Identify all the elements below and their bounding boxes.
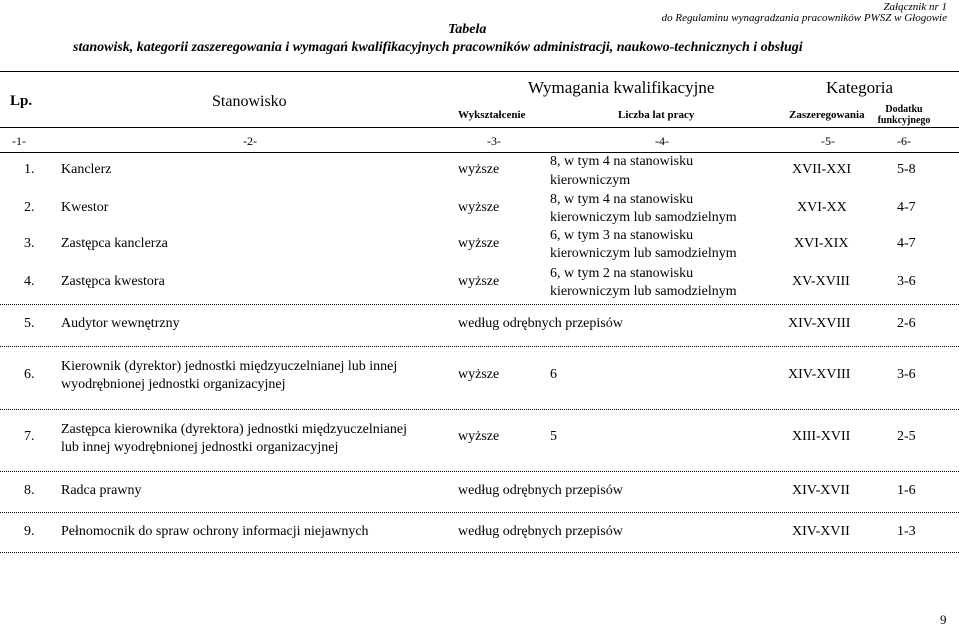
column-number: -5- bbox=[821, 134, 835, 148]
header-stanowisko: Stanowisko bbox=[212, 93, 287, 110]
column-numbers-rule bbox=[0, 152, 959, 153]
row-3-zaszeregowanie: XVI-XIX bbox=[794, 236, 849, 251]
header-kategoria: Kategoria bbox=[826, 78, 894, 97]
row-5-zaszeregowanie: XIV-XVIII bbox=[788, 316, 851, 331]
row-8-stanowisko: Radca prawny bbox=[61, 483, 142, 498]
row-3-dodatek: 4-7 bbox=[897, 236, 916, 251]
row-separator bbox=[0, 409, 959, 410]
row-1-lp: 1. bbox=[24, 162, 35, 177]
row-5-dodatek: 2-6 bbox=[897, 316, 916, 331]
header-liczba-lat: Liczba lat pracy bbox=[618, 109, 695, 121]
row-1-lata-line2: kierowniczym bbox=[550, 173, 631, 188]
row-4-wyksztalcenie: wyższe bbox=[458, 274, 500, 289]
row-7-lp: 7. bbox=[24, 429, 35, 444]
row-8-zaszeregowanie: XIV-XVII bbox=[792, 483, 850, 498]
row-2-lata-line1: 8, w tym 4 na stanowisku bbox=[550, 192, 694, 207]
row-6-stanowisko-line1: Kierownik (dyrektor) jednostki międzyuczelnianej lub innej bbox=[61, 359, 398, 374]
row-3-lp: 3. bbox=[24, 236, 35, 251]
row-2-lata-line2: kierowniczym lub samodzielnym bbox=[550, 210, 737, 225]
column-number: -2- bbox=[243, 134, 257, 148]
row-9-stanowisko: Pełnomocnik do spraw ochrony informacji niejawnych bbox=[61, 524, 369, 539]
row-6-dodatek: 3-6 bbox=[897, 367, 916, 382]
row-3-stanowisko: Zastępca kanclerza bbox=[61, 236, 168, 251]
row-6-wyksztalcenie: wyższe bbox=[458, 367, 500, 382]
row-8-dodatek: 1-6 bbox=[897, 483, 916, 498]
row-2-wyksztalcenie: wyższe bbox=[458, 200, 500, 215]
row-separator bbox=[0, 552, 959, 553]
row-9-wymagania: według odrębnych przepisów bbox=[458, 524, 623, 539]
row-4-dodatek: 3-6 bbox=[897, 274, 916, 289]
column-number: -4- bbox=[655, 134, 669, 148]
row-7-lata: 5 bbox=[550, 429, 557, 444]
row-9-zaszeregowanie: XIV-XVII bbox=[792, 524, 850, 539]
row-1-lata-line1: 8, w tym 4 na stanowisku bbox=[550, 154, 694, 169]
attachment-label: Załącznik nr 1 bbox=[883, 1, 947, 13]
row-3-lata-line2: kierowniczym lub samodzielnym bbox=[550, 246, 737, 261]
attachment-reference: do Regulaminu wynagradzania pracowników PWSZ w Głogowie bbox=[661, 12, 947, 24]
row-6-zaszeregowanie: XIV-XVIII bbox=[788, 367, 851, 382]
row-4-lata-line2: kierowniczym lub samodzielnym bbox=[550, 284, 737, 299]
row-4-lata-line1: 6, w tym 2 na stanowisku bbox=[550, 266, 694, 281]
row-8-wymagania: według odrębnych przepisów bbox=[458, 483, 623, 498]
row-separator bbox=[0, 304, 959, 305]
row-1-zaszeregowanie: XVII-XXI bbox=[792, 162, 852, 177]
row-6-stanowisko-line2: wyodrębnionej jednostki organizacyjnej bbox=[61, 377, 286, 392]
row-5-lp: 5. bbox=[24, 316, 35, 331]
row-2-stanowisko: Kwestor bbox=[61, 200, 109, 215]
row-separator bbox=[0, 346, 959, 347]
row-1-stanowisko: Kanclerz bbox=[61, 162, 112, 177]
row-2-lp: 2. bbox=[24, 200, 35, 215]
column-number: -1- bbox=[12, 134, 26, 148]
row-7-wyksztalcenie: wyższe bbox=[458, 429, 500, 444]
header-wymagania: Wymagania kwalifikacyjne bbox=[528, 78, 715, 97]
row-8-lp: 8. bbox=[24, 483, 35, 498]
header-wyksztalcenie: Wykształcenie bbox=[458, 109, 526, 121]
row-5-wymagania: według odrębnych przepisów bbox=[458, 316, 623, 331]
row-1-dodatek: 5-8 bbox=[897, 162, 916, 177]
column-number: -3- bbox=[487, 134, 501, 148]
row-3-wyksztalcenie: wyższe bbox=[458, 236, 500, 251]
row-6-lata: 6 bbox=[550, 367, 557, 382]
row-4-stanowisko: Zastępca kwestora bbox=[61, 274, 165, 289]
header-zaszeregowania: Zaszeregowania bbox=[789, 109, 865, 121]
row-7-zaszeregowanie: XIII-XVII bbox=[792, 429, 851, 444]
row-7-stanowisko-line1: Zastępca kierownika (dyrektora) jednostki międzyuczelnianej bbox=[61, 422, 407, 437]
row-2-zaszeregowanie: XVI-XX bbox=[797, 200, 847, 215]
row-separator bbox=[0, 512, 959, 513]
row-4-zaszeregowanie: XV-XVIII bbox=[792, 274, 850, 289]
header-bottom-rule bbox=[0, 127, 959, 128]
row-9-dodatek: 1-3 bbox=[897, 524, 916, 539]
row-1-wyksztalcenie: wyższe bbox=[458, 162, 500, 177]
row-7-stanowisko-line2: lub innej wyodrębnionej jednostki organizacyjnej bbox=[61, 440, 339, 455]
row-6-lp: 6. bbox=[24, 367, 35, 382]
page-number: 9 bbox=[940, 612, 947, 627]
row-9-lp: 9. bbox=[24, 524, 35, 539]
table-subtitle: stanowisk, kategorii zaszeregowania i wymagań kwalifikacyjnych pracowników administracji, naukowo-technicznych i obsługi bbox=[73, 40, 803, 55]
table-title: Tabela bbox=[448, 22, 487, 37]
row-5-stanowisko: Audytor wewnętrzny bbox=[61, 316, 180, 331]
row-separator bbox=[0, 471, 959, 472]
header-top-rule bbox=[0, 71, 959, 72]
header-dodatku: Dodatku funkcyjnego bbox=[877, 104, 931, 126]
header-lp: Lp. bbox=[10, 93, 33, 109]
column-number: -6- bbox=[897, 134, 911, 148]
row-2-dodatek: 4-7 bbox=[897, 200, 916, 215]
row-4-lp: 4. bbox=[24, 274, 35, 289]
row-3-lata-line1: 6, w tym 3 na stanowisku bbox=[550, 228, 694, 243]
row-7-dodatek: 2-5 bbox=[897, 429, 916, 444]
